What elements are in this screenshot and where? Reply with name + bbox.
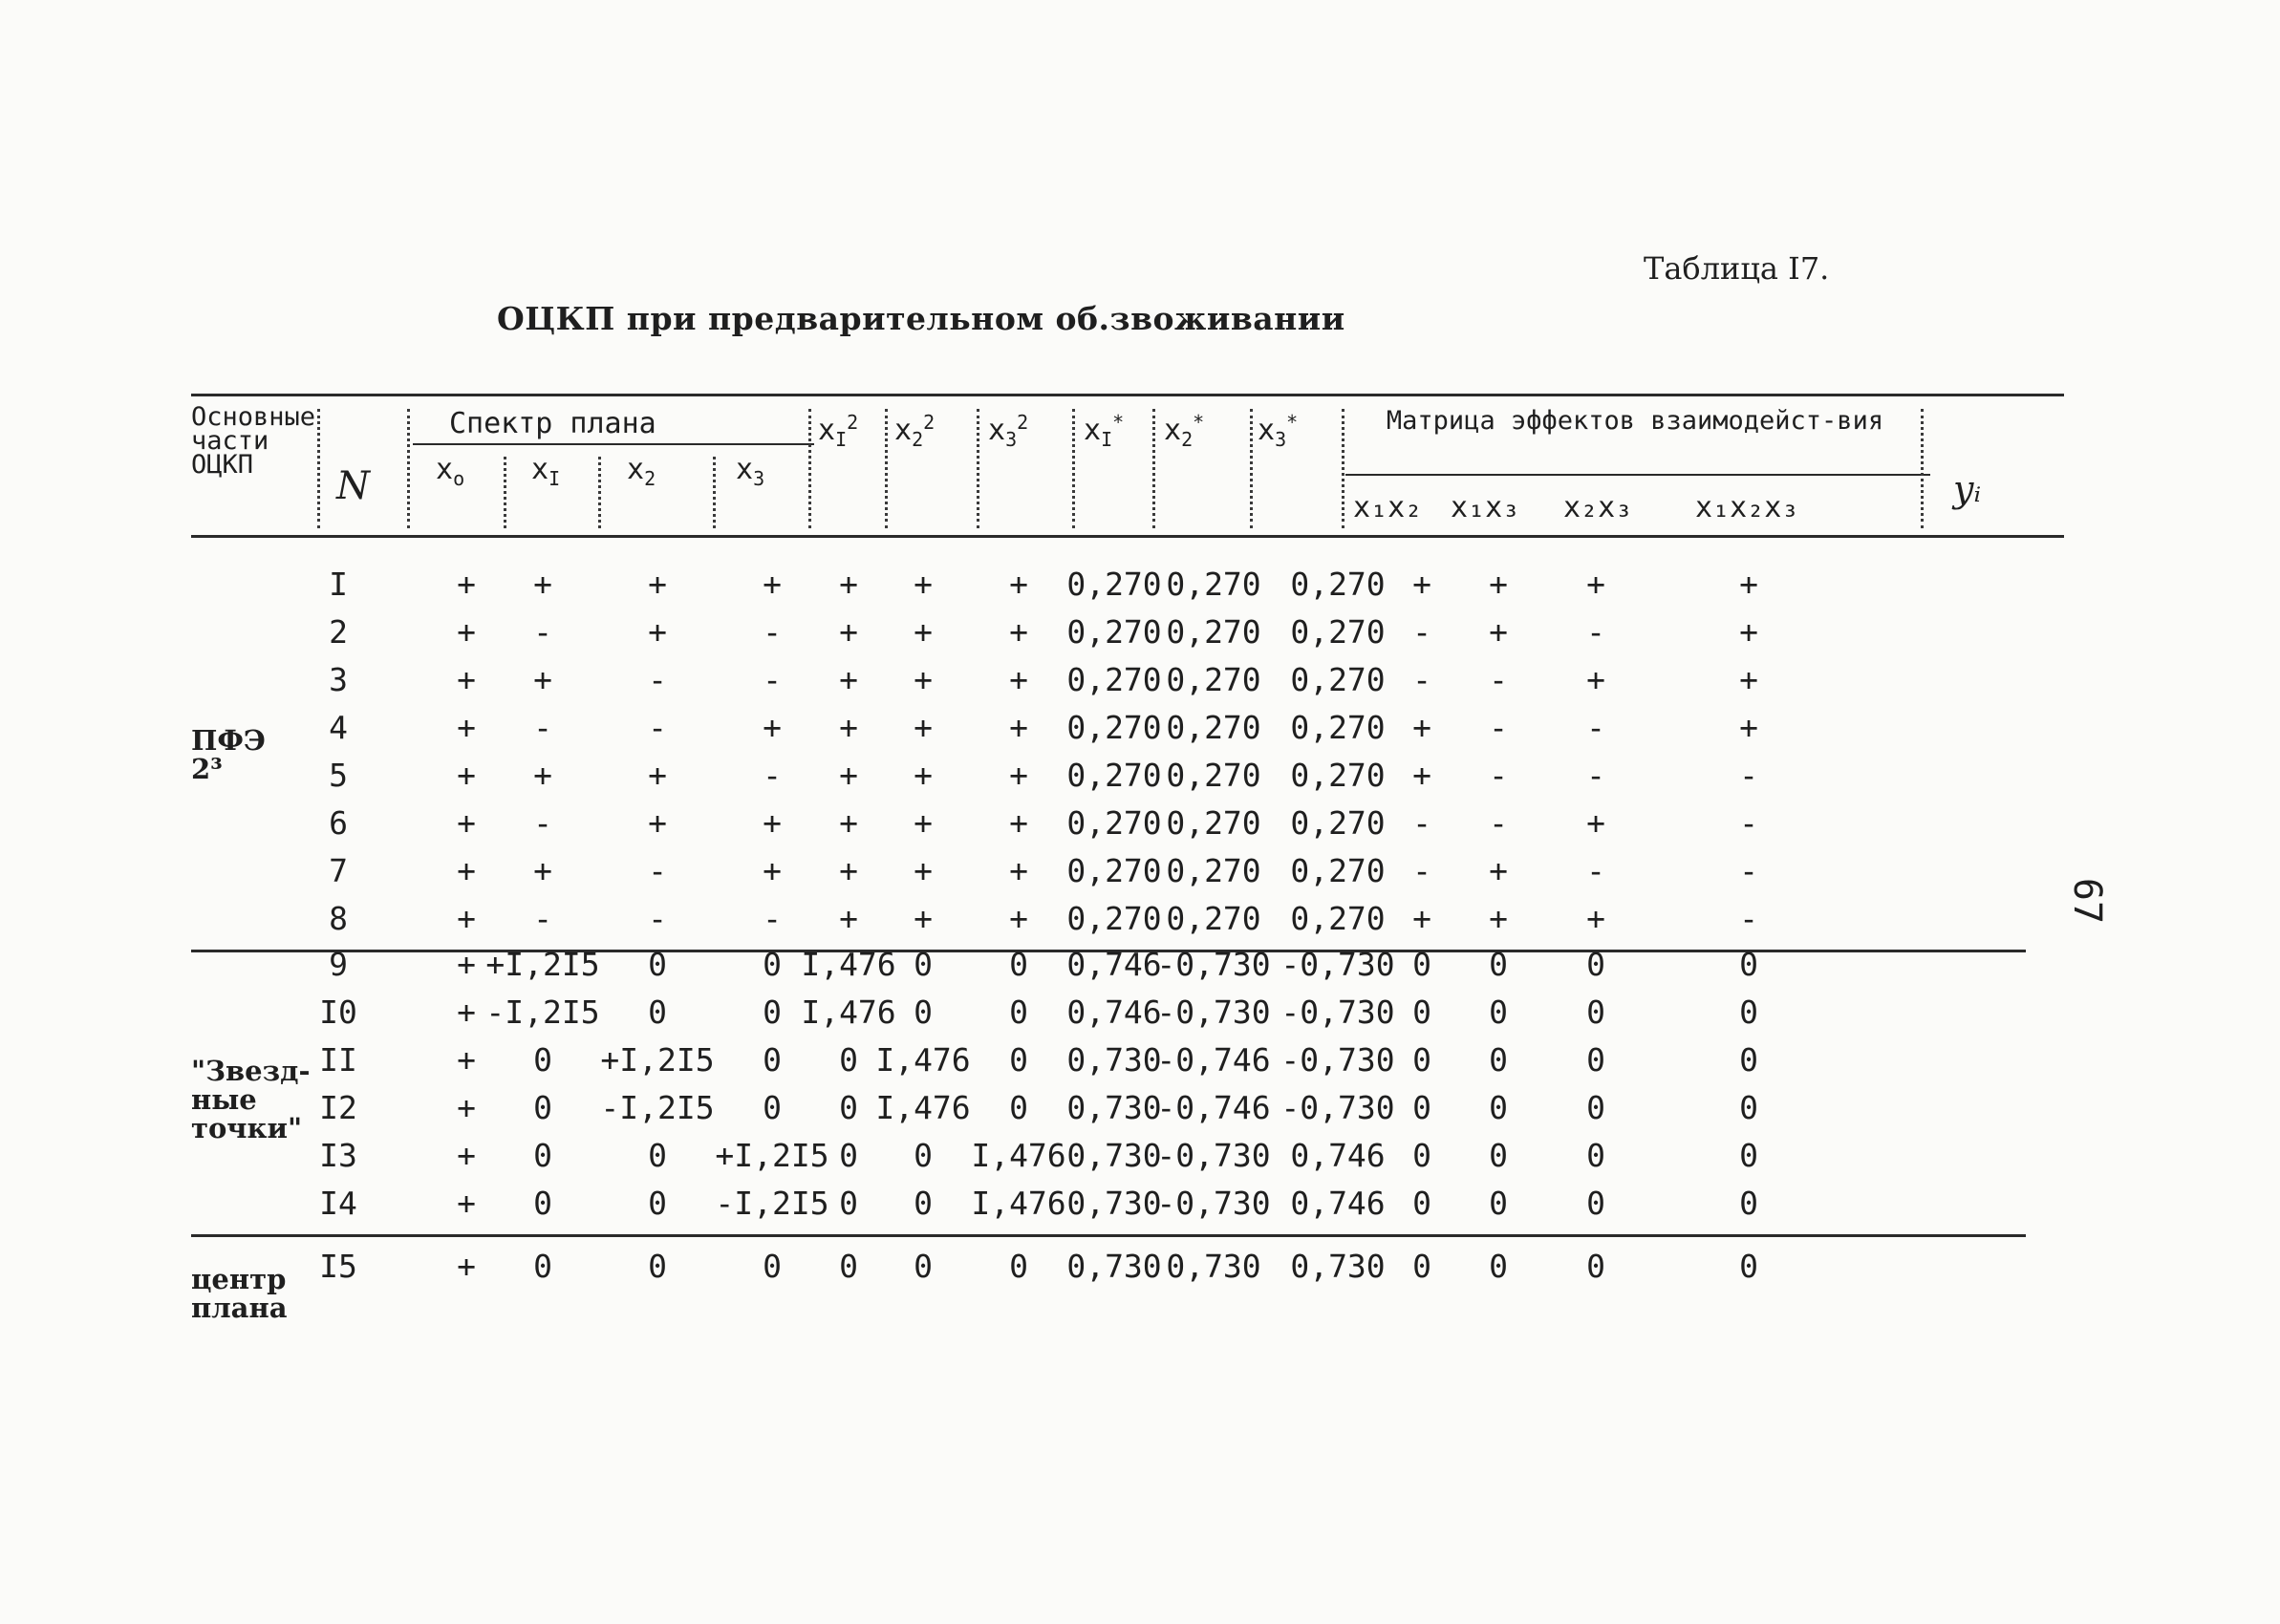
cell-x3-squared: 0: [1009, 994, 1028, 1031]
cell-x1-star: 0,270: [1066, 804, 1162, 842]
cell-x0: +: [457, 757, 476, 794]
cell-x1x2: 0: [1412, 994, 1431, 1031]
cell-x1x3: 0: [1489, 1248, 1508, 1285]
cell-x0: +: [457, 804, 476, 842]
cell-n: 7: [329, 852, 348, 889]
cell-x0: +: [457, 1185, 476, 1222]
cell-n: 8: [329, 900, 348, 937]
table-row: [0, 757, 2280, 804]
cell-x1: +: [533, 852, 552, 889]
cell-x1x2: -: [1412, 613, 1431, 651]
cell-x1x2: +: [1412, 566, 1431, 603]
cell-n: 2: [329, 613, 348, 651]
cell-x1x2x3: 0: [1739, 994, 1758, 1031]
cell-x3-squared: 0: [1009, 1248, 1028, 1285]
cell-x2x3: -: [1586, 757, 1605, 794]
cell-x2x3: 0: [1586, 1041, 1605, 1079]
table-top-rule: [191, 394, 2064, 396]
cell-x2-squared: +: [914, 566, 933, 603]
cell-x2x3: 0: [1586, 1185, 1605, 1222]
cell-x2-star: -0,746: [1156, 1041, 1271, 1079]
cell-x0: +: [457, 946, 476, 983]
cell-x1x3: 0: [1489, 994, 1508, 1031]
cell-x2x3: -: [1586, 709, 1605, 746]
cell-x2: +: [648, 566, 667, 603]
header-divider: [1921, 409, 1924, 528]
cell-x2: +: [648, 613, 667, 651]
header-divider: [1072, 409, 1075, 528]
cell-x1x2: 0: [1412, 946, 1431, 983]
cell-x3-squared: +: [1009, 709, 1028, 746]
cell-x1: -: [533, 709, 552, 746]
group-label-star-points: "Звезд- ные точки": [191, 1055, 311, 1144]
cell-x3-star: 0,270: [1290, 661, 1386, 698]
cell-x1x2x3: +: [1739, 709, 1758, 746]
header-divider: [885, 409, 888, 528]
cell-x2: -: [648, 852, 667, 889]
cell-x2-star: -0,730: [1156, 1185, 1271, 1222]
cell-x3-star: -0,730: [1280, 946, 1395, 983]
cell-x3-squared: 0: [1009, 1089, 1028, 1126]
cell-x2: -: [648, 900, 667, 937]
header-n-column: N: [336, 464, 370, 508]
cell-x1-star: 0,730: [1066, 1041, 1162, 1079]
cell-x1-star: 0,746: [1066, 946, 1162, 983]
table-row: [0, 946, 2280, 994]
cell-x0: +: [457, 1089, 476, 1126]
table-row: [0, 661, 2280, 709]
cell-x1: +I,2I5: [485, 946, 600, 983]
cell-x3-star: 0,270: [1290, 804, 1386, 842]
cell-x1x3: -: [1489, 804, 1508, 842]
cell-x1: 0: [533, 1041, 552, 1079]
cell-x2: -: [648, 661, 667, 698]
cell-x2-squared: 0: [914, 994, 933, 1031]
cell-x1x3: 0: [1489, 1137, 1508, 1174]
cell-x1x3: +: [1489, 852, 1508, 889]
cell-x3-squared: +: [1009, 900, 1028, 937]
cell-x3: +: [763, 852, 782, 889]
cell-x3: -: [763, 661, 782, 698]
header-divider: [1250, 409, 1253, 528]
cell-n: I3: [319, 1137, 357, 1174]
cell-x1x3: 0: [1489, 946, 1508, 983]
table-title: ОЦКП при предварительном об.звоживании: [497, 300, 1345, 337]
header-divider: [808, 409, 811, 528]
cell-x2x3: 0: [1586, 994, 1605, 1031]
cell-x2: 0: [648, 1137, 667, 1174]
cell-x3-star: 0,270: [1290, 566, 1386, 603]
cell-x1-squared: +: [839, 566, 858, 603]
cell-x3-star: -0,730: [1280, 994, 1395, 1031]
cell-x3-star: 0,270: [1290, 757, 1386, 794]
cell-n: I: [329, 566, 348, 603]
cell-x2-star: -0,730: [1156, 1137, 1271, 1174]
cell-x1-star: 0,746: [1066, 994, 1162, 1031]
table-row: [0, 804, 2280, 852]
cell-x1-squared: +: [839, 804, 858, 842]
cell-x1-squared: 0: [839, 1089, 858, 1126]
cell-x1-squared: +: [839, 757, 858, 794]
cell-x1x2x3: -: [1739, 900, 1758, 937]
header-x1x2: x₁x₂: [1353, 491, 1423, 524]
cell-x2-star: -0,730: [1156, 946, 1271, 983]
table-row: [0, 1089, 2280, 1137]
cell-x2-star: 0,270: [1166, 661, 1261, 698]
cell-x1x3: -: [1489, 661, 1508, 698]
cell-x1-squared: I,476: [801, 994, 896, 1031]
cell-x2-star: 0,730: [1166, 1248, 1261, 1285]
cell-x1: 0: [533, 1137, 552, 1174]
group-label-center: центр плана: [191, 1263, 288, 1324]
table-number-label: Таблица I7.: [1644, 250, 1830, 287]
cell-x2x3: +: [1586, 661, 1605, 698]
cell-n: I4: [319, 1185, 357, 1222]
cell-x3: 0: [763, 1089, 782, 1126]
cell-x2: -I,2I5: [600, 1089, 715, 1126]
cell-x1x2x3: 0: [1739, 1089, 1758, 1126]
header-matrix-label: Матрица эффектов взаимодейст-вия: [1386, 406, 1884, 436]
cell-x1x3: 0: [1489, 1185, 1508, 1222]
header-parts-column: Основные части ОЦКП: [191, 402, 316, 480]
header-x3-squared: $x_3^2$: [988, 411, 1029, 451]
cell-n: 6: [329, 804, 348, 842]
cell-x3-squared: +: [1009, 757, 1028, 794]
cell-n: I5: [319, 1248, 357, 1285]
cell-x2x3: +: [1586, 900, 1605, 937]
cell-x1x2: +: [1412, 709, 1431, 746]
cell-x3-squared: +: [1009, 661, 1028, 698]
cell-x1x2: -: [1412, 661, 1431, 698]
header-bottom-rule: [191, 535, 2064, 538]
cell-x3-star: 0,270: [1290, 852, 1386, 889]
cell-x1: 0: [533, 1089, 552, 1126]
cell-x3: +: [763, 709, 782, 746]
cell-x2-squared: +: [914, 661, 933, 698]
cell-x3-squared: +: [1009, 613, 1028, 651]
cell-x1x2x3: -: [1739, 852, 1758, 889]
cell-x3: +: [763, 566, 782, 603]
cell-x2-star: -0,730: [1156, 994, 1271, 1031]
cell-x1x3: +: [1489, 613, 1508, 651]
cell-x0: +: [457, 1041, 476, 1079]
cell-x3-squared: I,476: [971, 1185, 1066, 1222]
cell-x2: 0: [648, 946, 667, 983]
cell-x3: -: [763, 613, 782, 651]
cell-x1x2x3: +: [1739, 566, 1758, 603]
cell-x2-squared: 0: [914, 1185, 933, 1222]
cell-x1-star: 0,270: [1066, 757, 1162, 794]
cell-x1-squared: 0: [839, 1041, 858, 1079]
cell-x2x3: +: [1586, 566, 1605, 603]
cell-x2: -: [648, 709, 667, 746]
cell-x3-squared: +: [1009, 852, 1028, 889]
cell-x1-star: 0,730: [1066, 1248, 1162, 1285]
cell-x3-star: 0,270: [1290, 613, 1386, 651]
cell-x1x2: -: [1412, 852, 1431, 889]
cell-x1: -: [533, 613, 552, 651]
cell-x1x2x3: 0: [1739, 1137, 1758, 1174]
cell-x1x3: 0: [1489, 1041, 1508, 1079]
cell-x1: -: [533, 900, 552, 937]
cell-n: 5: [329, 757, 348, 794]
header-x2-squared: $x_2^2$: [894, 411, 936, 451]
cell-x2x3: 0: [1586, 1089, 1605, 1126]
cell-x3-squared: I,476: [971, 1137, 1066, 1174]
cell-x1-star: 0,730: [1066, 1137, 1162, 1174]
cell-x3-star: 0,270: [1290, 709, 1386, 746]
cell-x1-squared: +: [839, 709, 858, 746]
cell-x1-squared: +: [839, 900, 858, 937]
header-x1x3: x₁x₃: [1451, 491, 1520, 524]
cell-x1x2: +: [1412, 900, 1431, 937]
cell-x1x2x3: +: [1739, 613, 1758, 651]
cell-x0: +: [457, 709, 476, 746]
cell-x3-squared: 0: [1009, 946, 1028, 983]
cell-x1-star: 0,270: [1066, 613, 1162, 651]
cell-x2x3: -: [1586, 613, 1605, 651]
header-x3-star: $x_3^*$: [1258, 411, 1299, 451]
cell-x2-squared: +: [914, 709, 933, 746]
table-row: [0, 852, 2280, 900]
header-x1-star: $x_I^*$: [1084, 411, 1125, 451]
cell-x2x3: 0: [1586, 946, 1605, 983]
cell-x2x3: -: [1586, 852, 1605, 889]
cell-x0: +: [457, 566, 476, 603]
cell-n: II: [319, 1041, 357, 1079]
cell-x2-squared: +: [914, 804, 933, 842]
header-x2: $x_2$: [627, 453, 656, 490]
cell-x1: 0: [533, 1248, 552, 1285]
table-row: [0, 1248, 2280, 1295]
cell-x2-star: 0,270: [1166, 852, 1261, 889]
cell-x1-squared: 0: [839, 1137, 858, 1174]
cell-x3: -I,2I5: [715, 1185, 829, 1222]
cell-n: 4: [329, 709, 348, 746]
cell-x1: -I,2I5: [485, 994, 600, 1031]
cell-x3-squared: 0: [1009, 1041, 1028, 1079]
cell-x1: 0: [533, 1185, 552, 1222]
cell-x1x2: +: [1412, 757, 1431, 794]
cell-n: 3: [329, 661, 348, 698]
cell-x2-star: 0,270: [1166, 757, 1261, 794]
cell-x1x2: 0: [1412, 1089, 1431, 1126]
cell-x1x2x3: 0: [1739, 1248, 1758, 1285]
cell-x3-squared: +: [1009, 566, 1028, 603]
cell-x2-star: 0,270: [1166, 709, 1261, 746]
cell-x2-star: 0,270: [1166, 566, 1261, 603]
cell-x1-star: 0,270: [1066, 900, 1162, 937]
header-divider: [598, 457, 601, 528]
cell-x3: +: [763, 804, 782, 842]
cell-x1-star: 0,270: [1066, 661, 1162, 698]
cell-x3-star: -0,730: [1280, 1089, 1395, 1126]
cell-x2-squared: +: [914, 613, 933, 651]
header-x1x2x3: x₁x₂x₃: [1695, 491, 1799, 524]
cell-x1x2x3: -: [1739, 804, 1758, 842]
cell-x3: -: [763, 757, 782, 794]
cell-x3-star: 0,270: [1290, 900, 1386, 937]
header-x0: $x_о$: [436, 453, 465, 490]
cell-x1x3: -: [1489, 709, 1508, 746]
cell-x3-star: 0,746: [1290, 1137, 1386, 1174]
spectrum-underline: [413, 443, 814, 445]
cell-x1x2: 0: [1412, 1248, 1431, 1285]
cell-x2: +I,2I5: [600, 1041, 715, 1079]
cell-x0: +: [457, 613, 476, 651]
cell-x2-squared: I,476: [875, 1041, 971, 1079]
cell-x2-squared: I,476: [875, 1089, 971, 1126]
cell-x1x3: 0: [1489, 1089, 1508, 1126]
cell-x2: +: [648, 804, 667, 842]
cell-x2: 0: [648, 994, 667, 1031]
cell-x3: 0: [763, 946, 782, 983]
cell-x1x3: -: [1489, 757, 1508, 794]
table-row: [0, 1137, 2280, 1185]
cell-n: I0: [319, 994, 357, 1031]
table-row: [0, 994, 2280, 1041]
header-divider: [1342, 409, 1344, 528]
matrix-underline: [1345, 474, 1930, 476]
cell-x1x2x3: 0: [1739, 1185, 1758, 1222]
cell-x2x3: +: [1586, 804, 1605, 842]
header-x1-squared: $x_I^2$: [818, 411, 859, 451]
cell-x1x2x3: 0: [1739, 1041, 1758, 1079]
cell-x2-squared: 0: [914, 1248, 933, 1285]
cell-x1-star: 0,270: [1066, 709, 1162, 746]
cell-x0: +: [457, 994, 476, 1031]
cell-x1x2: 0: [1412, 1041, 1431, 1079]
header-divider: [1152, 409, 1155, 528]
table-row: [0, 709, 2280, 757]
cell-x0: +: [457, 852, 476, 889]
header-divider: [504, 457, 506, 528]
cell-x1-squared: I,476: [801, 946, 896, 983]
cell-x3-star: 0,746: [1290, 1185, 1386, 1222]
header-x2x3: x₂x₃: [1563, 491, 1633, 524]
cell-x2-star: 0,270: [1166, 613, 1261, 651]
cell-x1x3: +: [1489, 900, 1508, 937]
cell-x1-squared: +: [839, 661, 858, 698]
cell-n: 9: [329, 946, 348, 983]
header-divider: [977, 409, 979, 528]
cell-x2-squared: 0: [914, 1137, 933, 1174]
cell-x2-star: 0,270: [1166, 900, 1261, 937]
cell-x2-star: -0,746: [1156, 1089, 1271, 1126]
cell-x1: -: [533, 804, 552, 842]
cell-n: I2: [319, 1089, 357, 1126]
group-label-full-factorial: ПФЭ 2³: [191, 724, 266, 785]
cell-x1-squared: +: [839, 613, 858, 651]
cell-x1: +: [533, 661, 552, 698]
header-x2-star: $x_2^*$: [1164, 411, 1205, 451]
table-row: [0, 1185, 2280, 1232]
cell-x3: 0: [763, 1248, 782, 1285]
page-number: 67: [2065, 877, 2110, 925]
cell-x2-squared: +: [914, 900, 933, 937]
header-yi: yᵢ: [1953, 468, 1982, 510]
cell-x1-squared: +: [839, 852, 858, 889]
cell-x2-squared: 0: [914, 946, 933, 983]
cell-x2x3: 0: [1586, 1137, 1605, 1174]
cell-x1x2: -: [1412, 804, 1431, 842]
cell-x2: 0: [648, 1185, 667, 1222]
cell-x1-star: 0,730: [1066, 1185, 1162, 1222]
header-x3: $x_3$: [736, 453, 765, 490]
table-row: [0, 566, 2280, 613]
header-divider: [407, 409, 410, 528]
cell-x3: +I,2I5: [715, 1137, 829, 1174]
cell-x2: +: [648, 757, 667, 794]
cell-x1x2: 0: [1412, 1137, 1431, 1174]
table-row: [0, 613, 2280, 661]
cell-x0: +: [457, 1137, 476, 1174]
cell-x1-star: 0,270: [1066, 566, 1162, 603]
cell-x1: +: [533, 566, 552, 603]
cell-x0: +: [457, 1248, 476, 1285]
header-x1: $x_I$: [531, 453, 561, 490]
cell-x1: +: [533, 757, 552, 794]
cell-x3: -: [763, 900, 782, 937]
cell-x1-squared: 0: [839, 1248, 858, 1285]
table-row: [0, 1041, 2280, 1089]
group2-separator: [191, 1234, 2026, 1237]
table-row: [0, 900, 2280, 948]
cell-x1-star: 0,270: [1066, 852, 1162, 889]
cell-x0: +: [457, 661, 476, 698]
cell-x3: 0: [763, 1041, 782, 1079]
cell-x1x2x3: -: [1739, 757, 1758, 794]
cell-x1x2: 0: [1412, 1185, 1431, 1222]
cell-x2x3: 0: [1586, 1248, 1605, 1285]
cell-x3: 0: [763, 994, 782, 1031]
cell-x3-star: 0,730: [1290, 1248, 1386, 1285]
cell-x2-squared: +: [914, 852, 933, 889]
cell-x1-squared: 0: [839, 1185, 858, 1222]
cell-x2-squared: +: [914, 757, 933, 794]
header-divider: [317, 409, 320, 528]
cell-x3-star: -0,730: [1280, 1041, 1395, 1079]
header-divider: [713, 457, 716, 528]
header-spectrum-label: Спектр плана: [449, 407, 656, 440]
cell-x1x2x3: 0: [1739, 946, 1758, 983]
cell-x3-squared: +: [1009, 804, 1028, 842]
cell-x2: 0: [648, 1248, 667, 1285]
cell-x2-star: 0,270: [1166, 804, 1261, 842]
cell-x1x2x3: +: [1739, 661, 1758, 698]
cell-x1-star: 0,730: [1066, 1089, 1162, 1126]
cell-x0: +: [457, 900, 476, 937]
cell-x1x3: +: [1489, 566, 1508, 603]
